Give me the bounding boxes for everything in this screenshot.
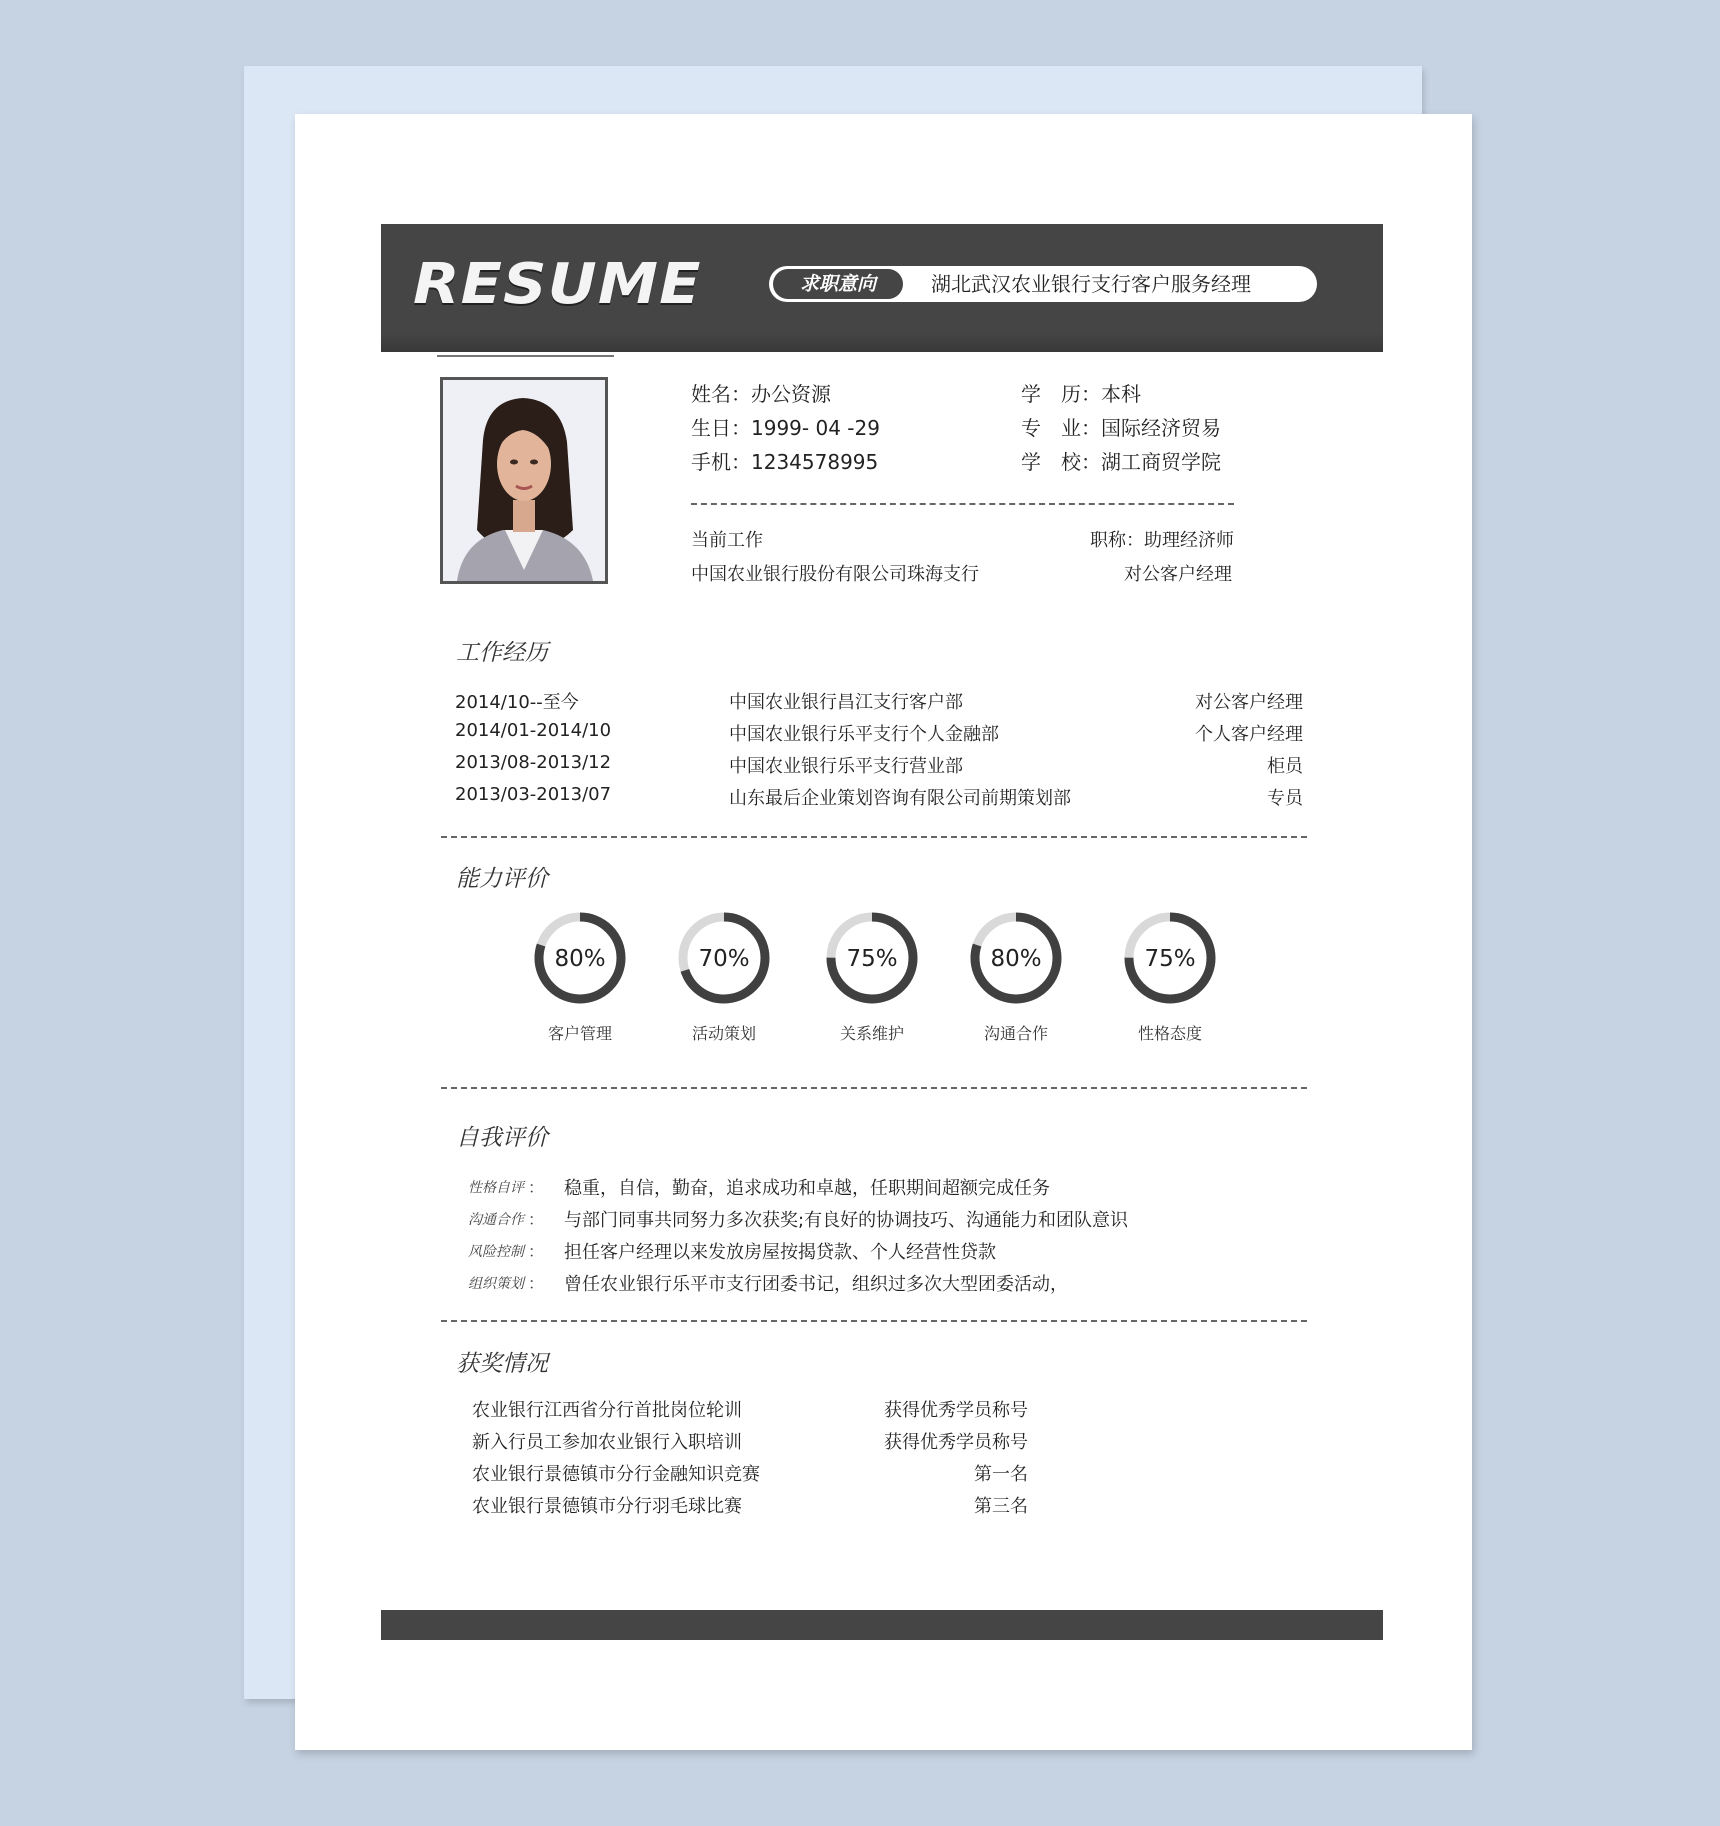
birth-row	[691, 414, 880, 442]
skill-percent: 80%	[554, 946, 606, 972]
phone-row	[691, 448, 878, 476]
name-label: 姓名：	[691, 382, 751, 406]
work-org: 山东最后企业策划咨询有限公司前期策划部	[729, 788, 1071, 809]
work-org: 中国农业银行乐平支行营业部	[729, 756, 963, 777]
award-event: 农业银行景德镇市分行羽毛球比赛	[472, 1496, 742, 1517]
birth-value: 1999- 04 -29	[751, 416, 880, 440]
job-intent-pill	[769, 266, 1317, 302]
birth-label: 生日：	[691, 416, 751, 440]
major-value: 国际经济贸易	[1101, 416, 1221, 440]
major-row	[1021, 414, 1221, 442]
work-period: 2013/08-2013/12	[455, 752, 612, 773]
skill-gauge	[676, 910, 772, 1006]
school-value: 湖工商贸学院	[1101, 450, 1221, 474]
self-eval-separator: ：	[528, 1210, 545, 1229]
award-event: 新入行员工参加农业银行入职培训	[472, 1432, 742, 1453]
self-eval-section-title: 自我评价	[456, 1125, 548, 1151]
profile-divider	[691, 503, 1234, 505]
skill-ring	[824, 910, 920, 1006]
work-role: 个人客户经理	[1195, 724, 1303, 745]
self-eval-key: 风险控制	[468, 1244, 524, 1260]
profile-photo	[440, 377, 608, 584]
skill-label: 沟通合作	[983, 1024, 1048, 1043]
job-title: 职称：助理经济师	[1090, 530, 1234, 551]
resume-title: RESUME	[413, 252, 702, 317]
self-eval-value: 曾任农业银行乐平市支行团委书记，组织过多次大型团委活动，	[564, 1274, 1068, 1295]
self-eval-key: 组织策划	[468, 1276, 524, 1292]
skill-ring	[676, 910, 772, 1006]
award-event: 农业银行江西省分行首批岗位轮训	[472, 1400, 742, 1421]
work-period: 2014/01-2014/10	[455, 720, 612, 741]
skill-gauge	[824, 910, 920, 1006]
skill-ring	[968, 910, 1064, 1006]
award-result: 第三名	[974, 1496, 1028, 1517]
award-result: 获得优秀学员称号	[884, 1400, 1028, 1421]
photo-top-line	[437, 355, 614, 357]
school-row	[1021, 448, 1221, 476]
phone-label: 手机：	[691, 450, 751, 474]
work-role: 对公客户经理	[1195, 692, 1303, 713]
name-value: 办公资源	[751, 382, 831, 406]
current-position: 对公客户经理	[1124, 564, 1232, 585]
education-row	[1021, 380, 1141, 408]
skill-gauge	[968, 910, 1064, 1006]
self-eval-separator: ：	[528, 1178, 545, 1197]
education-value: 本科	[1101, 382, 1141, 406]
job-intent-tag: 求职意向	[773, 269, 903, 299]
awards-section-title: 获奖情况	[456, 1351, 548, 1377]
work-org: 中国农业银行乐平支行个人金融部	[729, 724, 999, 745]
work-divider	[441, 836, 1307, 838]
footer-bar	[381, 1610, 1383, 1640]
name-row	[691, 380, 831, 408]
job-intent-text: 湖北武汉农业银行支行客户服务经理	[931, 272, 1251, 296]
award-result: 第一名	[974, 1464, 1028, 1485]
self-eval-value: 担任客户经理以来发放房屋按揭贷款、个人经营性贷款	[564, 1242, 996, 1263]
current-job-label: 当前工作	[691, 530, 763, 551]
current-company: 中国农业银行股份有限公司珠海支行	[691, 564, 979, 585]
skill-gauge	[532, 910, 628, 1006]
work-period: 2013/03-2013/07	[455, 784, 612, 805]
self-eval-value: 与部门同事共同努力多次获奖;有良好的协调技巧、沟通能力和团队意识	[564, 1210, 1129, 1231]
skill-label: 客户管理	[547, 1024, 612, 1043]
skill-label: 性格态度	[1137, 1024, 1202, 1043]
skill-label: 活动策划	[691, 1024, 756, 1043]
school-label: 学 校：	[1021, 450, 1101, 474]
award-result: 获得优秀学员称号	[884, 1432, 1028, 1453]
skills-section-title: 能力评价	[456, 866, 548, 892]
work-role: 柜员	[1267, 756, 1303, 777]
skill-gauge	[1122, 910, 1218, 1006]
skill-percent: 70%	[698, 946, 750, 972]
work-section-title: 工作经历	[456, 640, 548, 666]
skills-divider	[441, 1087, 1307, 1089]
skill-ring	[532, 910, 628, 1006]
self-eval-key: 性格自评	[468, 1180, 524, 1196]
self-eval-separator: ：	[528, 1242, 545, 1261]
education-label: 学 历：	[1021, 382, 1101, 406]
major-label: 专 业：	[1021, 416, 1101, 440]
header-bar	[381, 224, 1383, 352]
work-role: 专员	[1267, 788, 1303, 809]
self-eval-separator: ：	[528, 1274, 545, 1293]
award-event: 农业银行景德镇市分行金融知识竞赛	[472, 1464, 760, 1485]
skill-percent: 80%	[990, 946, 1042, 972]
work-period: 2014/10--至今	[455, 692, 579, 713]
self-eval-key: 沟通合作	[468, 1212, 524, 1228]
skill-label: 关系维护	[839, 1024, 904, 1043]
phone-value: 1234578995	[751, 450, 879, 474]
skill-percent: 75%	[846, 946, 898, 972]
work-org: 中国农业银行昌江支行客户部	[729, 692, 963, 713]
self-eval-divider	[441, 1320, 1307, 1322]
skill-percent: 75%	[1144, 946, 1196, 972]
self-eval-value: 稳重，自信，勤奋，追求成功和卓越，任职期间超额完成任务	[564, 1178, 1050, 1199]
skill-ring	[1122, 910, 1218, 1006]
